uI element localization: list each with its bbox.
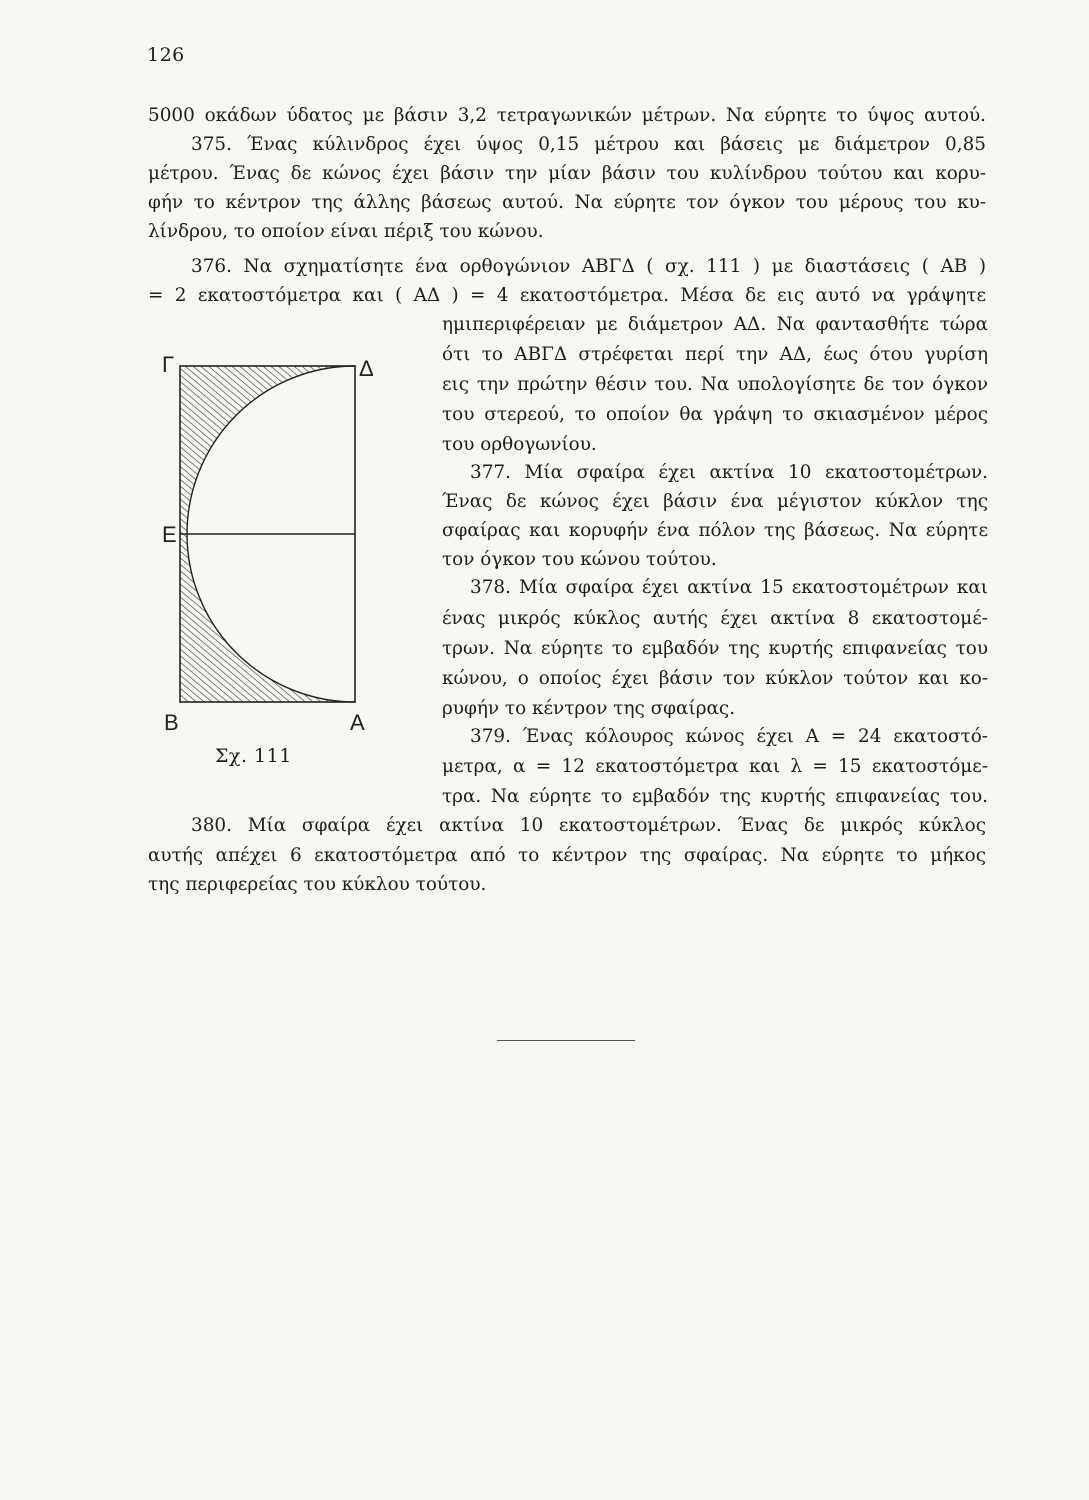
- problem-377: 377. Μία σφαίρα έχει ακτίνα 10 εκατοστομέτρων.: [470, 462, 988, 483]
- label-gamma: Γ: [162, 352, 175, 377]
- label-alpha: Α: [350, 710, 365, 735]
- text-line: μετρα, α = 12 εκατοστόμετρα και λ = 15 εκατοστόμε-: [442, 756, 988, 777]
- text-line: τρα. Να εύρητε το εμβαδόν της κυρτής επιφανείας του.: [442, 786, 988, 807]
- text-line: = 2 εκατοστόμετρα και ( ΑΔ ) = 4 εκατοστόμετρα. Μέσα δε εις αυτό να γράψητε: [148, 285, 986, 306]
- text-line: της περιφερείας του κύκλου τούτου.: [148, 874, 487, 895]
- text-line: σφαίρας και κορυφήν ένα πόλον της βάσεως. Να εύρητε: [442, 520, 988, 541]
- rectangle-semicircle-diagram: [160, 352, 375, 782]
- text-line: του στερεού, το οποίον θα γράψη το σκιασμένον μέρος: [442, 404, 988, 425]
- text-line: ημιπεριφέρειαν με διάμετρον ΑΔ. Να φαντασθήτε τώρα: [442, 314, 988, 335]
- figure-111: [160, 352, 375, 782]
- figure-caption: Σχ. 111: [215, 745, 292, 767]
- text-line: ένας μικρός κύκλος αυτής έχει ακτίνα 8 εκατοστομέ-: [442, 608, 988, 629]
- text-line: τρων. Να εύρητε το εμβαδόν της κυρτής επιφανείας του: [442, 638, 988, 659]
- text-line: 5000 οκάδων ύδατος με βάσιν 3,2 τετραγωνικών μέτρων. Να εύρητε το ύψος αυτού.: [148, 105, 986, 126]
- problem-378: 378. Μία σφαίρα έχει ακτίνα 15 εκατοστομέτρων και: [470, 577, 988, 598]
- text-line: του ορθογωνίου.: [442, 434, 597, 455]
- label-delta: Δ: [359, 356, 374, 381]
- label-epsilon: Ε: [162, 522, 177, 547]
- problem-379: 379. Ένας κόλουρος κώνος έχει Α = 24 εκατοστό-: [470, 726, 988, 747]
- text-line: μέτρου. Ένας δε κώνος έχει βάσιν την μίαν βάσιν του κυλίνδρου τούτου και κορυ-: [148, 163, 986, 184]
- section-divider: [497, 1040, 635, 1041]
- problem-376: 376. Να σχηματίσητε ένα ορθογώνιον ΑΒΓΔ ( σχ. 111 ) με διαστάσεις ( ΑΒ ): [191, 256, 986, 277]
- text-line: εις την πρώτην θέσιν του. Να υπολογίσητε δε τον όγκον: [442, 374, 988, 395]
- text-line: αυτής απέχει 6 εκατοστόμετρα από το κέντρον της σφαίρας. Να εύρητε το μήκος: [148, 845, 986, 866]
- text-line: ότι το ΑΒΓΔ στρέφεται περί την ΑΔ, έως ότου γυρίση: [442, 344, 988, 365]
- text-line: Ένας δε κώνος έχει βάσιν ένα μέγιστον κύκλον της: [442, 491, 988, 512]
- text-line: ρυφήν το κέντρον της σφαίρας.: [442, 698, 736, 719]
- text-line: κώνου, ο οποίος έχει βάσιν τον κύκλον τούτον και κο-: [442, 668, 988, 689]
- text-line: λίνδρου, το οποίον είναι πέριξ του κώνου.: [148, 221, 544, 242]
- problem-380: 380. Μία σφαίρα έχει ακτίνα 10 εκατοστομέτρων. Ένας δε μικρός κύκλος: [191, 815, 986, 836]
- page-number: 126: [147, 44, 185, 66]
- text-line: τον όγκον του κώνου τούτου.: [442, 549, 717, 570]
- text-line: φήν το κέντρον της άλλης βάσεως αυτού. Να εύρητε τον όγκον του μέρους του κυ-: [148, 192, 986, 213]
- label-beta: Β: [164, 710, 179, 735]
- problem-375: 375. Ένας κύλινδρος έχει ύψος 0,15 μέτρου και βάσεις με διάμετρον 0,85: [191, 134, 986, 155]
